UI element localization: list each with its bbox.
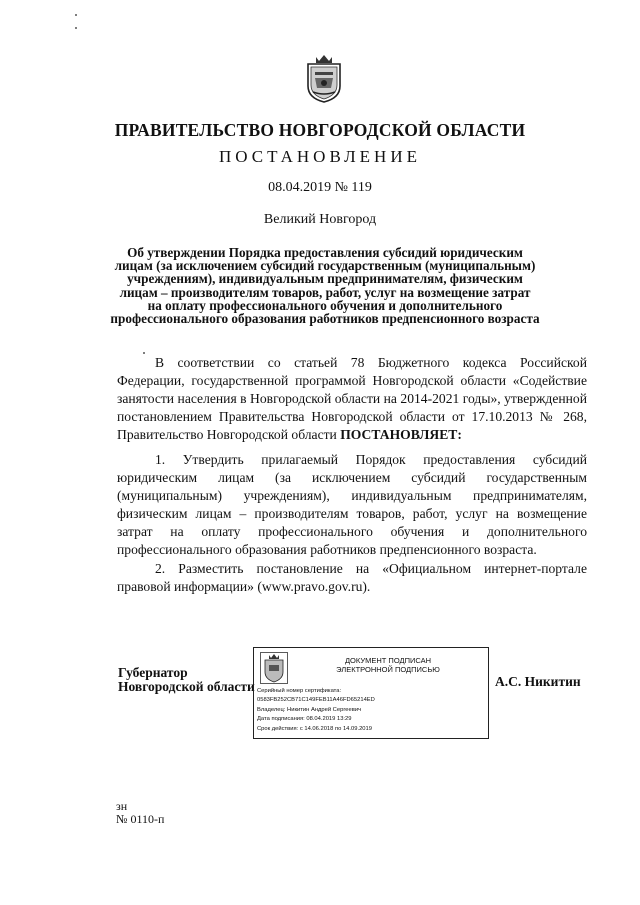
esig-detail-line: Дата подписания: 08.04.2019 13:29 xyxy=(257,716,352,723)
document-subject xyxy=(110,246,540,325)
document-footer xyxy=(116,800,164,826)
preamble-paragraph xyxy=(117,354,587,444)
subject-line: учреждениям), индивидуальным предпринимателям, физическим xyxy=(127,271,523,287)
esig-detail-line: Серийный номер сертификата: xyxy=(257,688,342,694)
preamble-text: В соответствии со статьей 78 Бюджетного кодекса Российской Федерации, государственной программой Новгородской области «Содействие занятости населения в Новгородской области на 2014-2021 годы», утвержденной постановлением Правительства Новгородской области от 17.10.2013 № 268, Правительство Новгородской области xyxy=(117,355,587,442)
esig-title xyxy=(294,656,482,674)
subject-line: Об утверждении Порядка предоставления субсидий юридическим xyxy=(127,245,523,260)
subject-line: профессионального образования работников предпенсионного возраста xyxy=(110,311,540,327)
city: Великий Новгород xyxy=(263,212,377,227)
position-line: Новгородской области xyxy=(118,678,255,694)
electronic-signature-stamp xyxy=(253,647,489,739)
subject-line: на оплату профессионального обучения и дополнительного xyxy=(147,297,503,313)
document-type: ПОСТАНОВЛЕНИЕ xyxy=(218,147,421,166)
esig-detail-line: Срок действия: с 14.06.2018 по 14.09.2019 xyxy=(257,725,372,732)
esig-emblem-icon xyxy=(260,652,288,684)
esig-title-line: ДОКУМЕНТ ПОДПИСАН xyxy=(344,656,432,665)
footer-code: зн xyxy=(116,799,128,813)
coat-of-arms-emblem xyxy=(302,52,346,104)
esig-title-line: ЭЛЕКТРОННОЙ ПОДПИСЬЮ xyxy=(336,665,440,674)
esig-detail-line: 0583FB252CB71C149FEB11A46FD65214ED xyxy=(257,697,375,704)
esig-detail-line: Владелец: Никитин Андрей Сергеевич xyxy=(257,706,362,713)
clause-1-paragraph: 1. Утвердить прилагаемый Порядок предоставления субсидий юридическим лицам (за исключением субсидий государственным (муниципальным) учреждениям), индивидуальным предпринимателям, физическим лицам – производителям товаров, работ, услуг на возмещение затрат на оплату профессионального обучения и дополнительного профессионального образования работников предпенсионного возраста. xyxy=(117,452,587,557)
signatory-position xyxy=(118,666,255,693)
registration-number: № 0110-п xyxy=(116,812,165,826)
date-and-number: 08.04.2019 № 119 xyxy=(268,180,372,195)
scan-speck xyxy=(75,27,77,29)
subject-line: лицам (за исключением субсидий государственным (муниципальным) xyxy=(114,258,536,274)
subject-line: лицам – производителям товаров, работ, услуг на возмещение затрат xyxy=(119,284,531,300)
signer-name: А.С. Никитин xyxy=(495,674,581,689)
decree-keyword: ПОСТАНОВЛЯЕТ: xyxy=(340,427,462,442)
esig-details xyxy=(257,687,375,734)
clause-2-paragraph: 2. Разместить постановление на «Официальном интернет-портале правовой информации» (www.pravo.gov.ru). xyxy=(117,561,587,594)
position-line: Губернатор xyxy=(118,665,188,680)
government-title: ПРАВИТЕЛЬСТВО НОВГОРОДСКОЙ ОБЛАСТИ xyxy=(114,120,526,140)
scan-speck xyxy=(75,14,77,16)
